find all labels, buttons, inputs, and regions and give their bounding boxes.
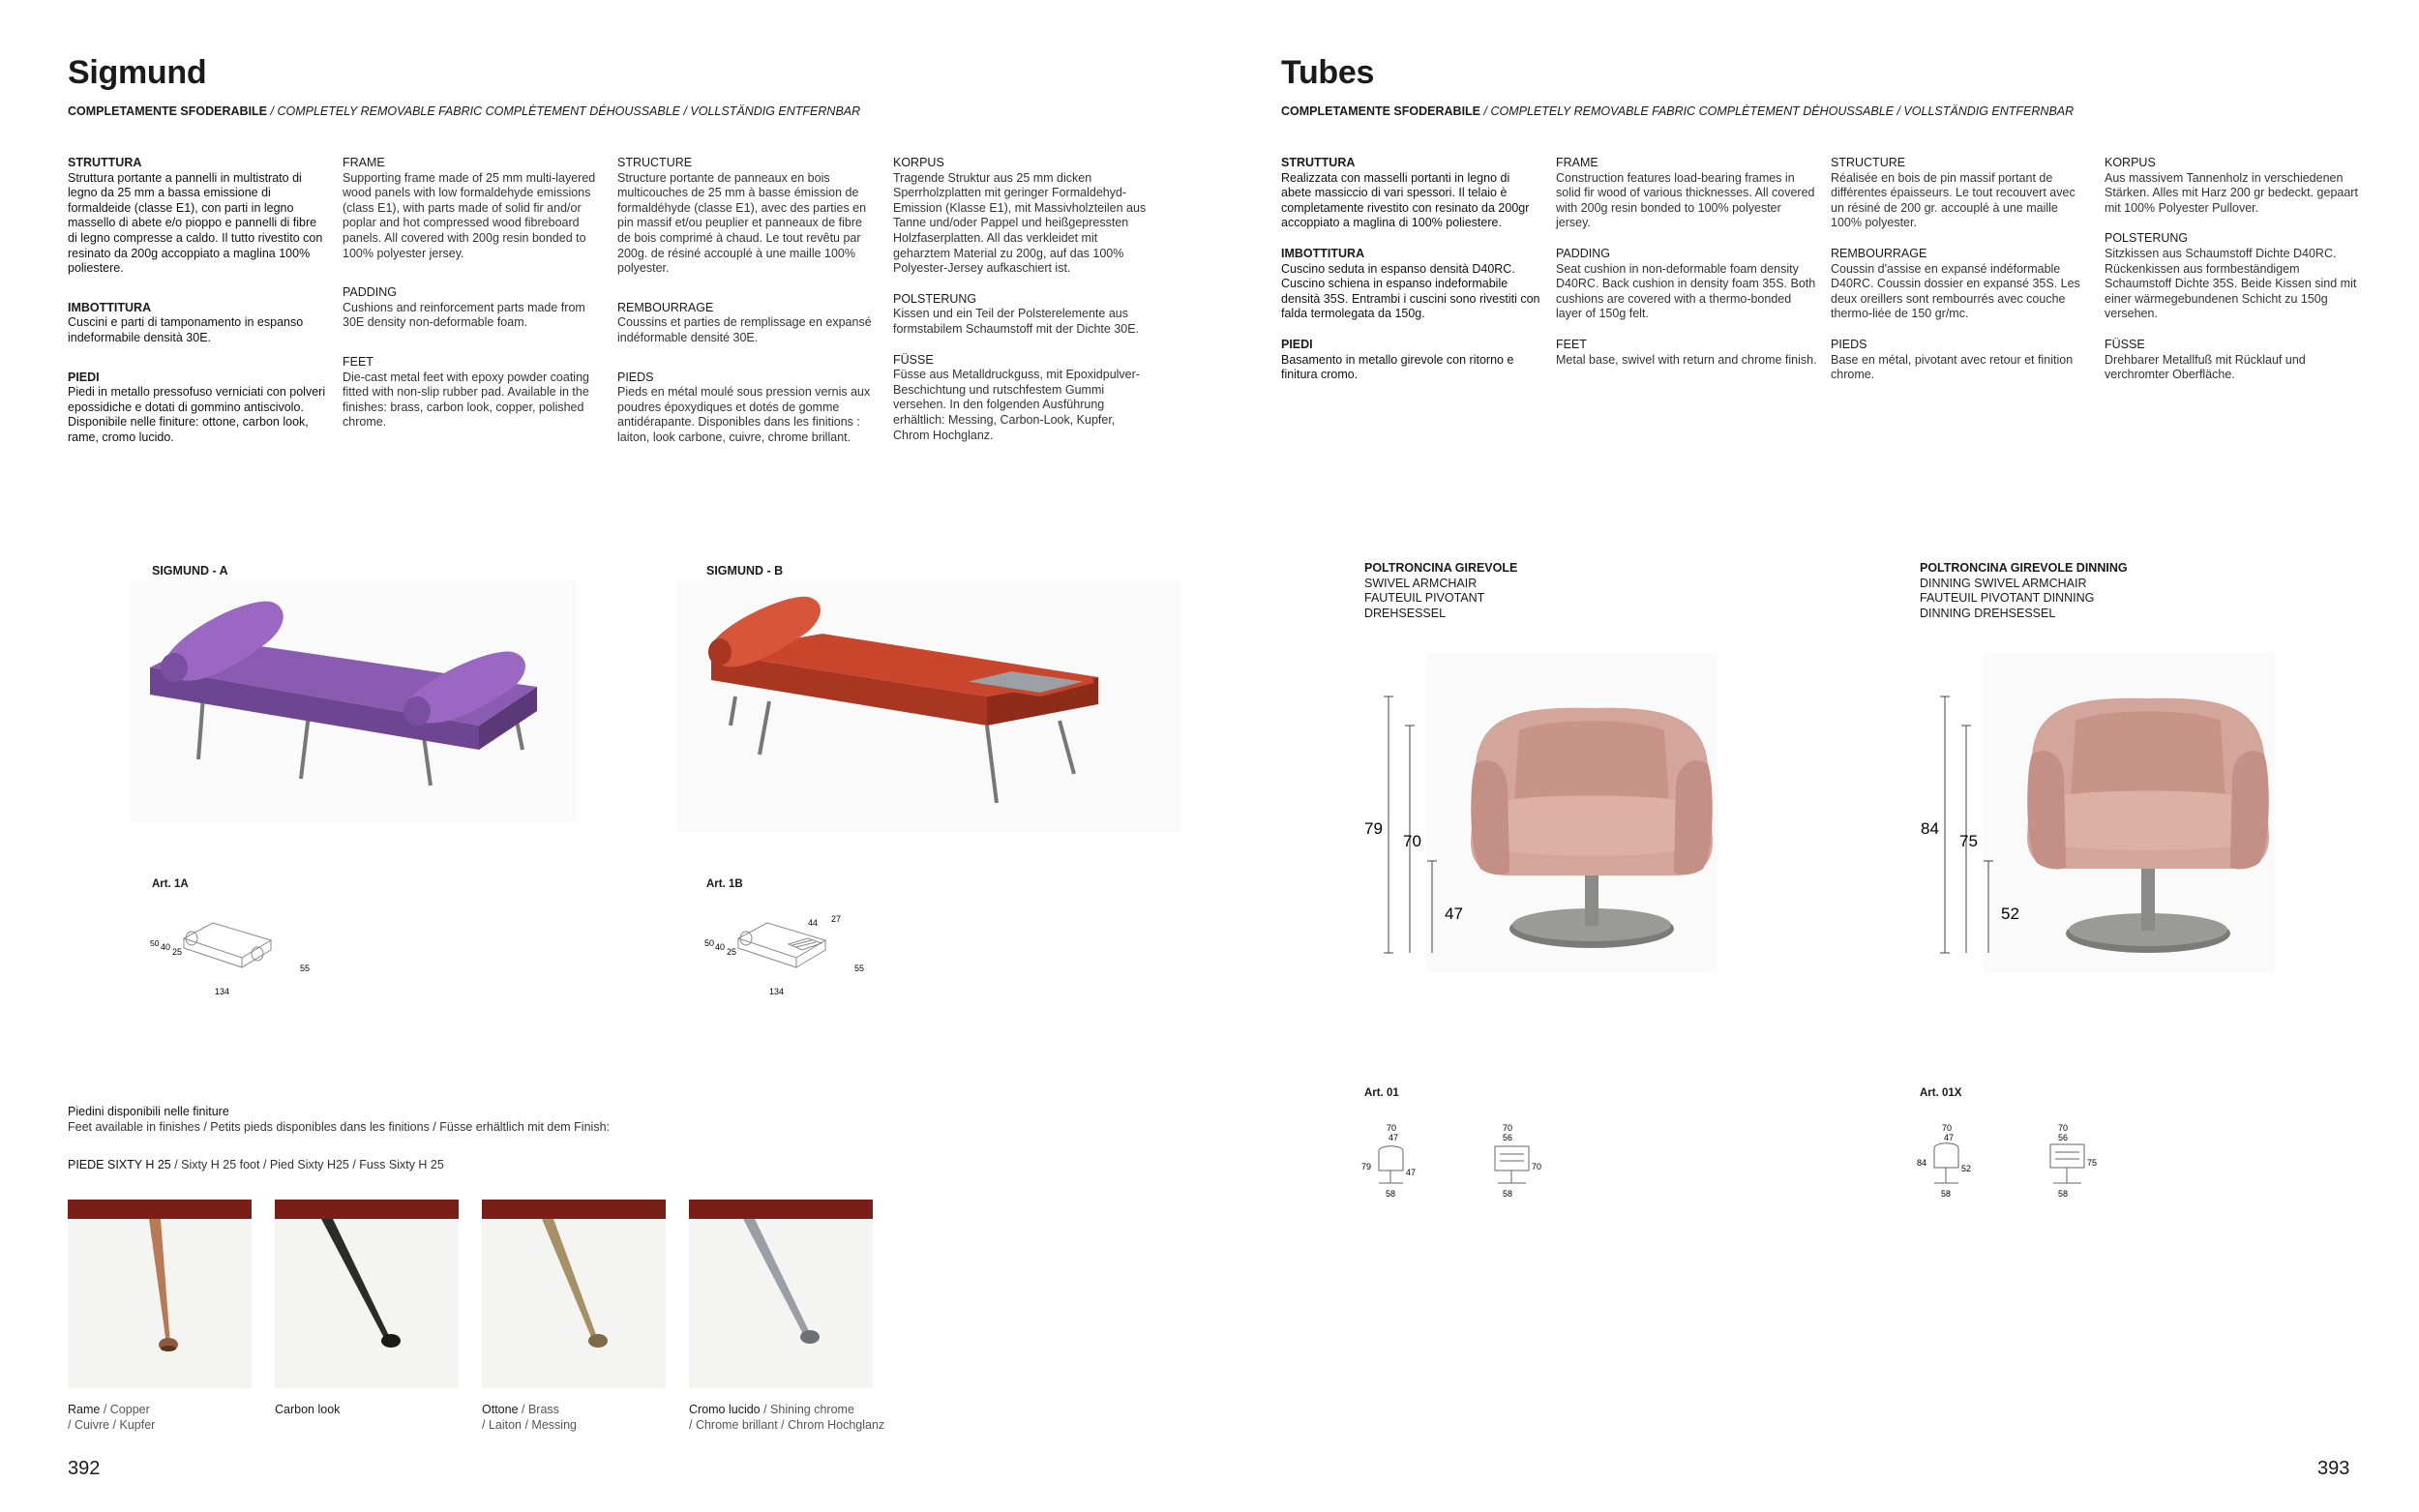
dim-label: 25 <box>727 947 737 957</box>
spec-head: PIEDS <box>617 370 654 384</box>
dim-label: 70 <box>1387 1123 1397 1133</box>
left-specs-de <box>893 156 1154 459</box>
dim-label: 50 <box>150 938 160 948</box>
finish-tile-brass <box>482 1200 666 1388</box>
spec-text: Die-cast metal feet with epoxy powder coating fitted with non-slip rubber pad. Available in the finishes: brass, carbon look, copper, polished chrome. <box>343 370 589 430</box>
spec-text: Struttura portante a pannelli in multistrato di legno da 25 mm a bassa emissione di formaldeide (classe E1), con parti in legno massello di abete e/o pioppo e pannelli di fibre di legno compresse a caldo. Il tutto rivestito con resinato da 200g accoppiato a maglina 100% poliestere. <box>68 170 323 276</box>
height-total: 79 <box>1364 819 1383 838</box>
finishes-heading <box>68 1105 610 1135</box>
finishes-heading-it: Piedini disponibili nelle finiture <box>68 1105 229 1118</box>
spec-text: Sitzkissen aus Schaumstoff Dichte D40RC. Rückenkissen aus formbeständigem Schaumstoff Dichte 35S. Beide Kissen sind mit einer wärmegebundenen Schicht zu 150g versehen. <box>2105 246 2357 321</box>
dim-label: 47 <box>1389 1133 1399 1142</box>
dim-label: 40 <box>161 942 171 952</box>
height-back: 75 <box>1959 832 1978 850</box>
dim-label: 52 <box>1961 1164 1972 1173</box>
sigmund-b-image <box>677 580 1180 832</box>
spec-text: Aus massivem Tannenholz in verschiedenen Stärken. Alles mit Harz 200 gr bedeckt. gepaart mit 100% Polyester Pullover. <box>2105 170 2358 215</box>
art-label-01: Art. 01 <box>1364 1087 1399 1099</box>
dim-label: 58 <box>1503 1189 1513 1199</box>
sigmund-b-dim-drawing <box>700 909 883 1006</box>
spec-head: PIEDS <box>1831 337 1867 351</box>
dim-label: 56 <box>1503 1133 1513 1142</box>
product-label-sigmund-b: SIGMUND - B <box>706 564 784 578</box>
left-specs-en <box>343 156 604 446</box>
spec-head: STRUTTURA <box>68 156 142 169</box>
finish-caption-copper <box>68 1403 155 1433</box>
right-specs-fr <box>1831 156 2092 399</box>
dim-label: 134 <box>769 987 785 996</box>
spec-head: STRUCTURE <box>1831 156 1906 169</box>
product-label-sigmund-a: SIGMUND - A <box>152 564 228 578</box>
right-specs-de <box>2105 156 2366 399</box>
right-page-title: Tubes <box>1281 54 1375 91</box>
product-label-swivel-armchair <box>1364 561 1517 621</box>
product-line: DREHSESSEL <box>1364 606 1447 620</box>
dim-label: 70 <box>1532 1162 1542 1171</box>
finish-tile-chrome <box>689 1200 873 1388</box>
spec-text: Metal base, swivel with return and chrome finish. <box>1556 352 1817 367</box>
sigmund-a-image <box>131 580 576 822</box>
spec-head: KORPUS <box>893 156 944 169</box>
spec-text: Cushions and reinforcement parts made from 30E density non-deformable foam. <box>343 300 585 330</box>
dim-label: 70 <box>1942 1123 1953 1133</box>
dim-label: 70 <box>1503 1123 1513 1133</box>
spec-text: Basamento in metallo girevole con ritorno e finitura cromo. <box>1281 352 1514 382</box>
spec-head: PIEDI <box>68 370 100 384</box>
dim-label: 25 <box>172 947 183 957</box>
spec-head: REMBOURRAGE <box>617 300 714 314</box>
spec-head: FRAME <box>1556 156 1598 169</box>
dim-label: 55 <box>300 964 311 973</box>
dim-label: 75 <box>2087 1158 2098 1168</box>
page-number-right: 393 <box>2317 1458 2350 1479</box>
dim-label: 47 <box>1944 1133 1955 1142</box>
spec-text: Kissen und ein Teil der Polsterelemente aus formstabilem Schaumstoff mit der Dichte 30E. <box>893 307 1140 336</box>
finish-name-en: / Shining chrome <box>760 1403 854 1416</box>
dim-label: 27 <box>831 914 842 924</box>
dim-label: 55 <box>854 964 865 973</box>
left-specs-fr <box>617 156 879 461</box>
art-label-1a: Art. 1A <box>152 878 189 890</box>
spec-text: Réalisée en bois de pin massif portant de différentes épaisseurs. Le tout recouvert avec un résiné de 200 gr. accouplé à une maille 100% polyester. <box>1831 170 2076 230</box>
foot-model-label <box>68 1158 444 1173</box>
dim-label: 58 <box>1941 1189 1952 1199</box>
spec-text: Structure portante de panneaux en bois multicouches de 25 mm à basse émission de formaldéhyde (classe E1), avec des parties en pin massif et/ou peuplier et panneaux de fibre de bois comprimé à chaud. Le tout revêtu par 200g. de résiné accouplé à une maille 100% polyester. <box>617 170 867 276</box>
foot-model-it: PIEDE SIXTY H 25 <box>68 1158 171 1171</box>
subtitle-it: COMPLETAMENTE SFODERABILE <box>68 104 268 118</box>
spec-head: STRUTTURA <box>1281 156 1356 169</box>
spec-text: Piedi in metallo pressofuso verniciati con polveri epossidiche e dotati di gommino antiscivolo. Disponibile nelle finiture: ottone, carbon look, rame, cromo lucido. <box>68 385 326 444</box>
spec-head: KORPUS <box>2105 156 2156 169</box>
dim-label: 70 <box>2058 1123 2069 1133</box>
finish-name-it: Carbon look <box>275 1403 341 1416</box>
spec-head: FEET <box>1556 337 1587 351</box>
spec-head: IMBOTTITURA <box>68 300 152 314</box>
finish-name-other: / Chrome brillant / Chrom Hochglanz <box>689 1417 885 1432</box>
spec-head: FÜSSE <box>893 352 934 367</box>
sigmund-a-dim-drawing <box>145 909 329 1006</box>
left-specs-it <box>68 156 329 461</box>
dim-label: 79 <box>1361 1162 1372 1171</box>
subtitle-rest: / COMPLETELY REMOVABLE FABRIC COMPLÈTEMENT DÉHOUSSABLE / VOLLSTÄNDIG ENTFERNBAR <box>267 104 861 118</box>
spec-text: Base en métal, pivotant avec retour et finition chrome. <box>1831 352 2074 382</box>
finish-name-other: / Cuivre / Kupfer <box>68 1417 156 1432</box>
swivel-armchair-dim-drawing <box>1359 1117 1553 1204</box>
spec-text: Drehbarer Metallfuß mit Rücklauf und verchromter Oberfläche. <box>2105 352 2306 382</box>
left-page-subtitle <box>68 104 860 118</box>
spec-text: Realizzata con masselli portanti in legno di abete massiccio di vari spessori. Il telaio è completamente rivestito con resinato da 200gr accoppiato a maglina di 100% poliestere. <box>1281 170 1530 230</box>
spec-text: Coussins et parties de remplissage en expansé indéformable densité 30E. <box>617 315 872 344</box>
product-line: POLTRONCINA GIREVOLE DINNING <box>1920 561 2128 575</box>
spec-head: PADDING <box>1556 246 1611 260</box>
product-line: DINNING DREHSESSEL <box>1920 606 2056 620</box>
product-label-swivel-armchair-dinning <box>1920 561 2128 621</box>
product-line: DINNING SWIVEL ARMCHAIR <box>1920 576 2087 590</box>
spec-text: Füsse aus Metalldruckguss, mit Epoxidpulver-Beschichtung und rutschfestem Gummi versehen. In den folgenden Ausführung erhältlich: Messing, Carbon-Look, Kupfer, Chrom Hochglanz. <box>893 368 1140 442</box>
spec-text: Tragende Struktur aus 25 mm dicken Sperrholzplatten mit geringer Formaldehyd-Emission (Klasse E1), mit Massivholzteilen aus Tanne und/oder Pappel und heißgepressten Holzfaserplatten. All das verkleidet mit geharztem Material zu 200g, auf das 100% Polyester-Jersey aufkaschiert ist. <box>893 170 1147 276</box>
dim-label: 40 <box>715 942 726 952</box>
spec-head: FEET <box>343 354 373 369</box>
spec-head: POLSTERUNG <box>893 291 977 306</box>
finish-name-it: Cromo lucido <box>689 1403 761 1416</box>
subtitle-it: COMPLETAMENTE SFODERABILE <box>1281 104 1481 118</box>
spec-text: Pieds en métal moulé sous pression vernis aux poudres époxydiques et dotés de gomme antidérapante. Disponibles dans les finitions : laiton, look carbone, cuivre, chrome brillant. <box>617 385 871 444</box>
dim-label: 47 <box>1406 1168 1417 1177</box>
product-line: FAUTEUIL PIVOTANT <box>1364 591 1485 606</box>
spec-head: FRAME <box>343 156 385 169</box>
finish-name-en: / Copper <box>100 1403 150 1416</box>
finish-tile-copper <box>68 1200 252 1388</box>
spec-text: Coussin d'assise en expansé indéformable D40RC. Coussin dossier en expansé 35S. Les deux oreillers sont rembourrés avec couche thermo-liée de 150 gr/mc. <box>1831 261 2080 321</box>
height-seat: 47 <box>1445 904 1463 923</box>
finish-name-other: / Laiton / Messing <box>482 1417 577 1432</box>
left-page-title: Sigmund <box>68 54 207 91</box>
spec-text: Construction features load-bearing frames in solid fir wood of various thicknesses. All covered with 200g resin bonded to 100% polyester jersey. <box>1556 170 1815 230</box>
spec-head: REMBOURRAGE <box>1831 246 1927 260</box>
product-line: FAUTEUIL PIVOTANT DINNING <box>1920 591 2095 606</box>
spec-head: STRUCTURE <box>617 156 693 169</box>
finish-caption-carbon <box>275 1403 340 1418</box>
spec-head: POLSTERUNG <box>2105 231 2189 246</box>
subtitle-rest: / COMPLETELY REMOVABLE FABRIC COMPLÈTEMENT DÉHOUSSABLE / VOLLSTÄNDIG ENTFERNBAR <box>1480 104 2075 118</box>
page-number-left: 392 <box>68 1458 101 1479</box>
height-seat: 52 <box>2001 904 2019 923</box>
swivel-armchair-dinning-dim-drawing <box>1915 1117 2108 1204</box>
spec-text: Seat cushion in non-deformable foam density D40RC. Back cushion in density foam 35S. Both cushions are covered with a thermo-bonded layer of 150g felt. <box>1556 261 1816 321</box>
product-line: SWIVEL ARMCHAIR <box>1364 576 1478 590</box>
finish-name-en: / Brass <box>518 1403 559 1416</box>
right-specs-it <box>1281 156 1542 399</box>
product-line: POLTRONCINA GIREVOLE <box>1364 561 1518 575</box>
right-page-subtitle <box>1281 104 2074 118</box>
spec-text: Cuscino seduta in espanso densità D40RC. Cuscino schienа in espanso indeformabile densità 35S. Entrambi i cuscini sono rivestiti con falda termolegata da 150g. <box>1281 261 1540 321</box>
right-specs-en <box>1556 156 1817 383</box>
spec-text: Supporting frame made of 25 mm multi-layered wood panels with low formaldehyde emissions (class E1), with parts made of solid fir and/or poplar and hot compressed wood fibreboard panels. All covered with 200g resin bonded to 100% polyester jersey. <box>343 170 596 260</box>
finishes-heading-rest: Feet available in finishes / Petits pieds disponibles dans les finitions / Füsse erhältlich mit dem Finish: <box>68 1119 610 1134</box>
finish-name-it: Ottone <box>482 1403 519 1416</box>
dim-label: 84 <box>1917 1158 1927 1168</box>
spec-head: PADDING <box>343 285 398 300</box>
foot-model-rest: / Sixty H 25 foot / Pied Sixty H25 / Fuss Sixty H 25 <box>170 1158 444 1171</box>
spec-head: FÜSSE <box>2105 337 2145 351</box>
height-total: 84 <box>1921 819 1939 838</box>
finish-tile-carbon <box>275 1200 459 1388</box>
finish-caption-brass <box>482 1403 577 1433</box>
dim-label: 134 <box>215 987 230 996</box>
spec-head: PIEDI <box>1281 337 1313 351</box>
finish-caption-chrome <box>689 1403 884 1433</box>
finish-name-it: Rame <box>68 1403 101 1416</box>
dim-label: 56 <box>2058 1133 2069 1142</box>
height-back: 70 <box>1403 832 1421 850</box>
dim-label: 50 <box>704 938 715 948</box>
art-label-1b: Art. 1B <box>706 878 743 890</box>
swivel-armchair-dinning-image <box>1911 648 2298 977</box>
spec-head: IMBOTTITURA <box>1281 246 1365 260</box>
spec-text: Cuscini e parti di tamponamento in espanso indeformabile densità 30E. <box>68 315 304 344</box>
dim-label: 44 <box>808 918 819 928</box>
swivel-armchair-image <box>1355 648 1722 977</box>
dim-label: 58 <box>2058 1189 2069 1199</box>
art-label-01x: Art. 01X <box>1920 1087 1962 1099</box>
dim-label: 58 <box>1386 1189 1396 1199</box>
